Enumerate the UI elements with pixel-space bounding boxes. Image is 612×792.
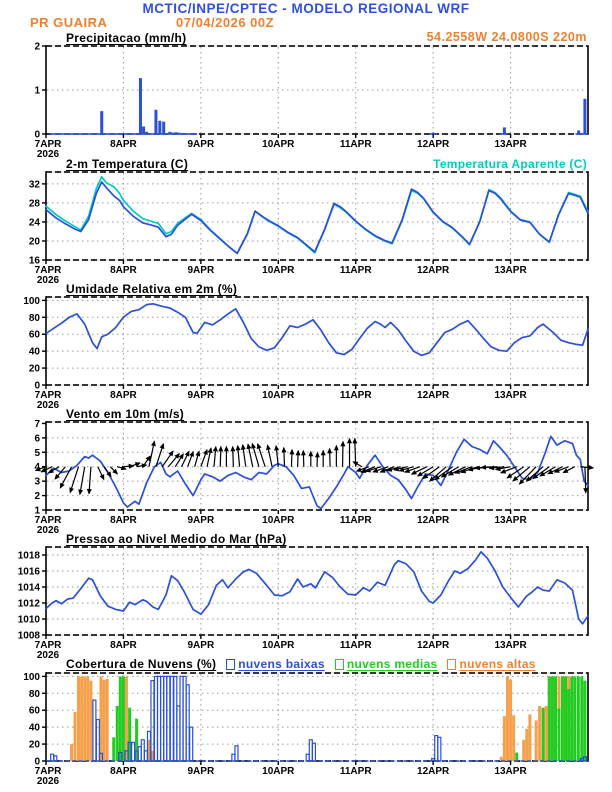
x-tick-label: 12APR bbox=[417, 515, 450, 526]
precipitacao-bar bbox=[139, 78, 142, 134]
nuvens-altas-bar bbox=[74, 712, 77, 761]
y-tick-label: 28 bbox=[28, 198, 40, 210]
nuvens-altas-bar bbox=[509, 680, 512, 761]
wind-arrow-head bbox=[321, 451, 325, 455]
x-tick-label: 8APR bbox=[110, 515, 137, 526]
x-tick-label: 11APR bbox=[339, 766, 372, 777]
x-year-label: 2026 bbox=[36, 650, 60, 661]
panel-title-pressao: Pressao ao Nivel Medio do Mar (hPa) bbox=[66, 532, 287, 546]
wind-arrow-head bbox=[296, 451, 300, 455]
y-tick-label: 1 bbox=[34, 505, 40, 517]
nuvens-altas-swatch-icon bbox=[447, 659, 456, 670]
wind-arrow-head bbox=[219, 447, 223, 451]
x-tick-label: 13APR bbox=[494, 640, 527, 651]
y-tick-label: 40 bbox=[28, 346, 40, 358]
y-tick-label: 5 bbox=[34, 447, 40, 459]
wind-arrow-head bbox=[282, 448, 286, 452]
x-tick-label: 8APR bbox=[110, 640, 137, 651]
y-tick-label: 3 bbox=[34, 476, 40, 488]
x-tick-label: 12APR bbox=[417, 766, 450, 777]
x-tick-label: 7APR bbox=[34, 515, 62, 526]
panel-3 bbox=[34, 419, 593, 536]
vento-velocidade-line bbox=[46, 436, 588, 508]
cloud-legend-row bbox=[66, 657, 536, 671]
y-tick-label: 1008 bbox=[17, 630, 40, 642]
wind-arrow-head bbox=[252, 444, 256, 449]
nuvens-medias-bar bbox=[583, 681, 586, 761]
nuvens-altas-bar bbox=[538, 706, 541, 761]
y-tick-label: 1012 bbox=[17, 598, 40, 610]
umidade-relativa-line bbox=[46, 304, 588, 356]
x-tick-label: 8APR bbox=[110, 766, 137, 777]
y-tick-label: 0 bbox=[34, 129, 40, 141]
wind-arrow-head bbox=[412, 471, 417, 475]
y-tick-label: 100 bbox=[23, 295, 40, 307]
x-tick-label: 7APR bbox=[34, 390, 62, 401]
x-tick-label: 12APR bbox=[417, 139, 450, 150]
pressao-nivel-mar-line bbox=[46, 552, 588, 624]
wind-arrow-head bbox=[335, 446, 339, 450]
wind-arrow-head bbox=[348, 439, 352, 443]
nuvens-altas-bar bbox=[535, 720, 538, 761]
run-datetime: 07/04/2026 00Z bbox=[176, 15, 275, 30]
nuvens-altas-bar bbox=[525, 729, 528, 761]
wind-arrow-head bbox=[79, 490, 83, 495]
panel-1 bbox=[29, 172, 588, 286]
nuvens-medias-bar bbox=[567, 689, 570, 761]
nuvens-altas-bar bbox=[506, 676, 509, 761]
y-tick-label: 1016 bbox=[17, 566, 40, 578]
nuvens-medias-bar bbox=[580, 676, 583, 761]
x-year-label: 2026 bbox=[36, 400, 60, 411]
x-tick-label: 10APR bbox=[262, 265, 295, 276]
panel-title-umidade: Umidade Relativa em 2m (%) bbox=[66, 282, 238, 296]
y-tick-label: 4 bbox=[34, 462, 40, 474]
nuvens-baixas-swatch-icon bbox=[226, 659, 235, 670]
x-year-label: 2026 bbox=[36, 776, 60, 787]
nuvens-altas-bar bbox=[89, 681, 92, 761]
x-tick-label: 7APR bbox=[34, 265, 62, 276]
x-tick-label: 8APR bbox=[110, 265, 137, 276]
nuvens-baixas-bar bbox=[93, 700, 96, 761]
nuvens-baixas-bar bbox=[312, 743, 315, 761]
x-tick-label: 9APR bbox=[187, 390, 215, 401]
y-tick-label: 24 bbox=[28, 217, 40, 229]
nuvens-medias-bar bbox=[542, 708, 545, 761]
nuvens-medias-bar bbox=[515, 753, 518, 761]
wind-arrow-head bbox=[100, 475, 104, 480]
wind-arrow-head bbox=[316, 453, 320, 457]
x-tick-label: 10APR bbox=[262, 766, 295, 777]
wind-arrow-head bbox=[241, 445, 245, 450]
nuvens-baixas-bar bbox=[170, 676, 173, 761]
nuvens-baixas-bar bbox=[132, 742, 135, 761]
y-tick-label: 2 bbox=[34, 41, 40, 53]
y-tick-label: 32 bbox=[28, 179, 40, 191]
wind-arrow-head bbox=[353, 462, 358, 466]
wind-arrow-head bbox=[231, 447, 235, 451]
precipitacao-bar bbox=[154, 110, 157, 134]
x-tick-label: 12APR bbox=[417, 265, 450, 276]
wind-arrow-head bbox=[208, 448, 212, 453]
x-tick-label: 11APR bbox=[339, 265, 372, 276]
nuvens-altas-bar bbox=[512, 715, 515, 761]
x-tick-label: 13APR bbox=[494, 139, 527, 150]
y-tick-label: 60 bbox=[28, 329, 40, 341]
nuvens-medias-bar bbox=[554, 676, 557, 761]
x-tick-label: 13APR bbox=[494, 265, 527, 276]
precipitacao-bar bbox=[158, 121, 161, 134]
y-tick-label: 20 bbox=[28, 363, 40, 375]
x-tick-label: 12APR bbox=[417, 640, 450, 651]
legend-item-nuvens-medias bbox=[335, 657, 438, 671]
panel-title-nuvens: Cobertura de Nuvens (%) bbox=[66, 657, 217, 671]
plot-frame bbox=[46, 297, 588, 385]
x-tick-label: 7APR bbox=[34, 766, 62, 777]
x-tick-label: 13APR bbox=[494, 515, 527, 526]
y-tick-label: 0 bbox=[34, 380, 40, 392]
legend-label-altas: nuvens altas bbox=[459, 657, 536, 671]
x-year-label: 2026 bbox=[36, 275, 60, 286]
header-title: MCTIC/INPE/CPTEC - MODELO REGIONAL WRF bbox=[142, 1, 470, 16]
legend-label-baixas: nuvens baixas bbox=[238, 657, 325, 671]
wind-arrow-head bbox=[341, 442, 345, 446]
panel-title-temperatura: 2-m Temperatura (C) bbox=[66, 157, 189, 171]
x-tick-label: 9APR bbox=[187, 766, 215, 777]
x-tick-label: 11APR bbox=[339, 390, 372, 401]
x-tick-label: 8APR bbox=[110, 390, 137, 401]
wind-arrow-head bbox=[87, 489, 91, 493]
wind-arrow-head bbox=[247, 444, 251, 449]
panel-4 bbox=[18, 547, 588, 661]
panel-title-precipitacao: Precipitacao (mm/h) bbox=[66, 31, 187, 45]
y-tick-label: 80 bbox=[28, 688, 40, 700]
nuvens-medias-swatch-icon bbox=[335, 659, 344, 670]
precipitacao-bar bbox=[100, 111, 103, 134]
y-tick-label: 60 bbox=[28, 705, 40, 717]
panel-2 bbox=[23, 296, 588, 411]
nuvens-medias-bar bbox=[577, 676, 580, 761]
nuvens-altas-bar bbox=[70, 744, 73, 761]
y-tick-label: 20 bbox=[28, 739, 40, 751]
wind-arrow-head bbox=[584, 488, 588, 492]
panel-5 bbox=[23, 672, 588, 787]
legend-label-medias: nuvens medias bbox=[346, 657, 438, 671]
wind-arrow-head bbox=[418, 472, 423, 476]
wind-arrow-head bbox=[257, 444, 261, 449]
station-name: PR GUAIRA bbox=[30, 15, 108, 30]
temperatura-aparente-line bbox=[46, 177, 588, 254]
x-tick-label: 7APR bbox=[34, 640, 62, 651]
wind-arrow-head bbox=[563, 469, 568, 473]
nuvens-baixas-bar bbox=[151, 681, 154, 761]
y-tick-label: 1 bbox=[34, 85, 40, 97]
precipitacao-bar bbox=[583, 99, 586, 134]
nuvens-medias-bar bbox=[112, 737, 115, 761]
nuvens-altas-bar bbox=[528, 714, 531, 761]
nuvens-baixas-bar bbox=[190, 727, 193, 761]
y-tick-label: 80 bbox=[28, 312, 40, 324]
nuvens-medias-bar bbox=[119, 676, 122, 761]
y-tick-label: 0 bbox=[34, 756, 40, 768]
wind-arrow-head bbox=[267, 445, 271, 450]
wind-arrow-head bbox=[481, 466, 485, 470]
x-tick-label: 10APR bbox=[262, 390, 295, 401]
wind-arrow-head bbox=[236, 446, 240, 450]
nuvens-medias-bar bbox=[548, 676, 551, 761]
y-tick-label: 16 bbox=[28, 255, 40, 267]
x-tick-label: 11APR bbox=[339, 139, 372, 150]
y-tick-label: 6 bbox=[34, 433, 40, 445]
wind-arrow-head bbox=[190, 452, 194, 457]
wind-arrow-head bbox=[160, 444, 164, 449]
precipitacao-bar bbox=[142, 127, 145, 134]
nuvens-altas-bar bbox=[103, 680, 106, 761]
nuvens-altas-bar bbox=[77, 676, 80, 761]
y-tick-label: 20 bbox=[28, 236, 40, 248]
y-tick-label: 2 bbox=[34, 491, 40, 503]
nuvens-altas-bar bbox=[86, 676, 89, 761]
wind-arrow-head bbox=[357, 468, 362, 472]
panel-0 bbox=[34, 42, 588, 161]
x-tick-label: 8APR bbox=[110, 139, 137, 150]
nuvens-medias-bar bbox=[557, 709, 560, 761]
y-tick-label: 7 bbox=[34, 418, 40, 430]
x-tick-label: 13APR bbox=[494, 766, 527, 777]
wind-arrow-head bbox=[290, 450, 294, 454]
wind-arrow-head bbox=[152, 441, 156, 446]
wind-arrow-head bbox=[225, 447, 229, 451]
wind-arrow-head bbox=[60, 483, 64, 488]
precipitacao-bar bbox=[503, 127, 506, 134]
wind-arrow-head bbox=[589, 466, 593, 470]
x-tick-label: 10APR bbox=[262, 515, 295, 526]
nuvens-baixas-bar bbox=[186, 685, 189, 761]
nuvens-medias-bar bbox=[122, 676, 125, 761]
panel-title-vento: Vento em 10m (m/s) bbox=[66, 407, 185, 421]
y-tick-label: 40 bbox=[28, 722, 40, 734]
wind-arrow-head bbox=[214, 447, 218, 451]
x-tick-label: 11APR bbox=[339, 515, 372, 526]
temperatura-2m-line bbox=[46, 182, 588, 253]
wind-arrow-head bbox=[204, 450, 208, 455]
nuvens-altas-bar bbox=[503, 716, 506, 761]
y-tick-label: 1018 bbox=[17, 550, 40, 562]
nuvens-altas-bar bbox=[80, 676, 83, 761]
nuvens-medias-bar bbox=[561, 676, 564, 761]
x-tick-label: 11APR bbox=[339, 640, 372, 651]
x-tick-label: 9APR bbox=[187, 265, 215, 276]
wind-arrow-head bbox=[70, 488, 74, 493]
x-tick-label: 9APR bbox=[187, 640, 215, 651]
wind-arrow-head bbox=[302, 451, 306, 455]
y-tick-label: 1010 bbox=[17, 614, 40, 626]
x-tick-label: 10APR bbox=[262, 640, 295, 651]
nuvens-medias-bar bbox=[564, 676, 567, 761]
wind-arrow-head bbox=[353, 439, 357, 443]
x-year-label: 2026 bbox=[36, 149, 60, 160]
nuvens-medias-bar bbox=[570, 676, 573, 761]
y-tick-label: 1014 bbox=[17, 582, 40, 594]
x-tick-label: 9APR bbox=[187, 515, 215, 526]
coords-label: 54.2558W 24.0800S 220m bbox=[426, 30, 587, 44]
nuvens-medias-bar bbox=[573, 676, 576, 761]
wind-arrow-head bbox=[179, 454, 183, 459]
nuvens-altas-bar bbox=[83, 676, 86, 761]
nuvens-altas-bar bbox=[522, 740, 525, 761]
nuvens-altas-bar bbox=[106, 679, 109, 761]
wind-arrow-head bbox=[394, 467, 399, 471]
nuvens-medias-bar bbox=[551, 676, 554, 761]
wind-arrow-head bbox=[501, 470, 506, 474]
nuvens-baixas-bar bbox=[167, 676, 170, 761]
x-tick-label: 9APR bbox=[187, 139, 215, 150]
nuvens-baixas-bar bbox=[235, 746, 238, 761]
y-tick-label: 100 bbox=[23, 671, 40, 683]
x-tick-label: 13APR bbox=[494, 390, 527, 401]
x-tick-label: 12APR bbox=[417, 390, 450, 401]
apparent-temperature-label: Temperatura Aparente (C) bbox=[433, 157, 587, 171]
x-year-label: 2026 bbox=[36, 525, 60, 536]
legend-item-nuvens-baixas bbox=[226, 657, 325, 671]
wind-arrow-head bbox=[328, 449, 332, 453]
nuvens-baixas-bar bbox=[438, 737, 441, 761]
precipitacao-bar bbox=[162, 122, 165, 134]
x-tick-label: 10APR bbox=[262, 139, 295, 150]
x-tick-label: 7APR bbox=[34, 139, 62, 150]
legend-item-nuvens-altas bbox=[447, 657, 535, 671]
nuvens-altas-bar bbox=[545, 706, 548, 761]
